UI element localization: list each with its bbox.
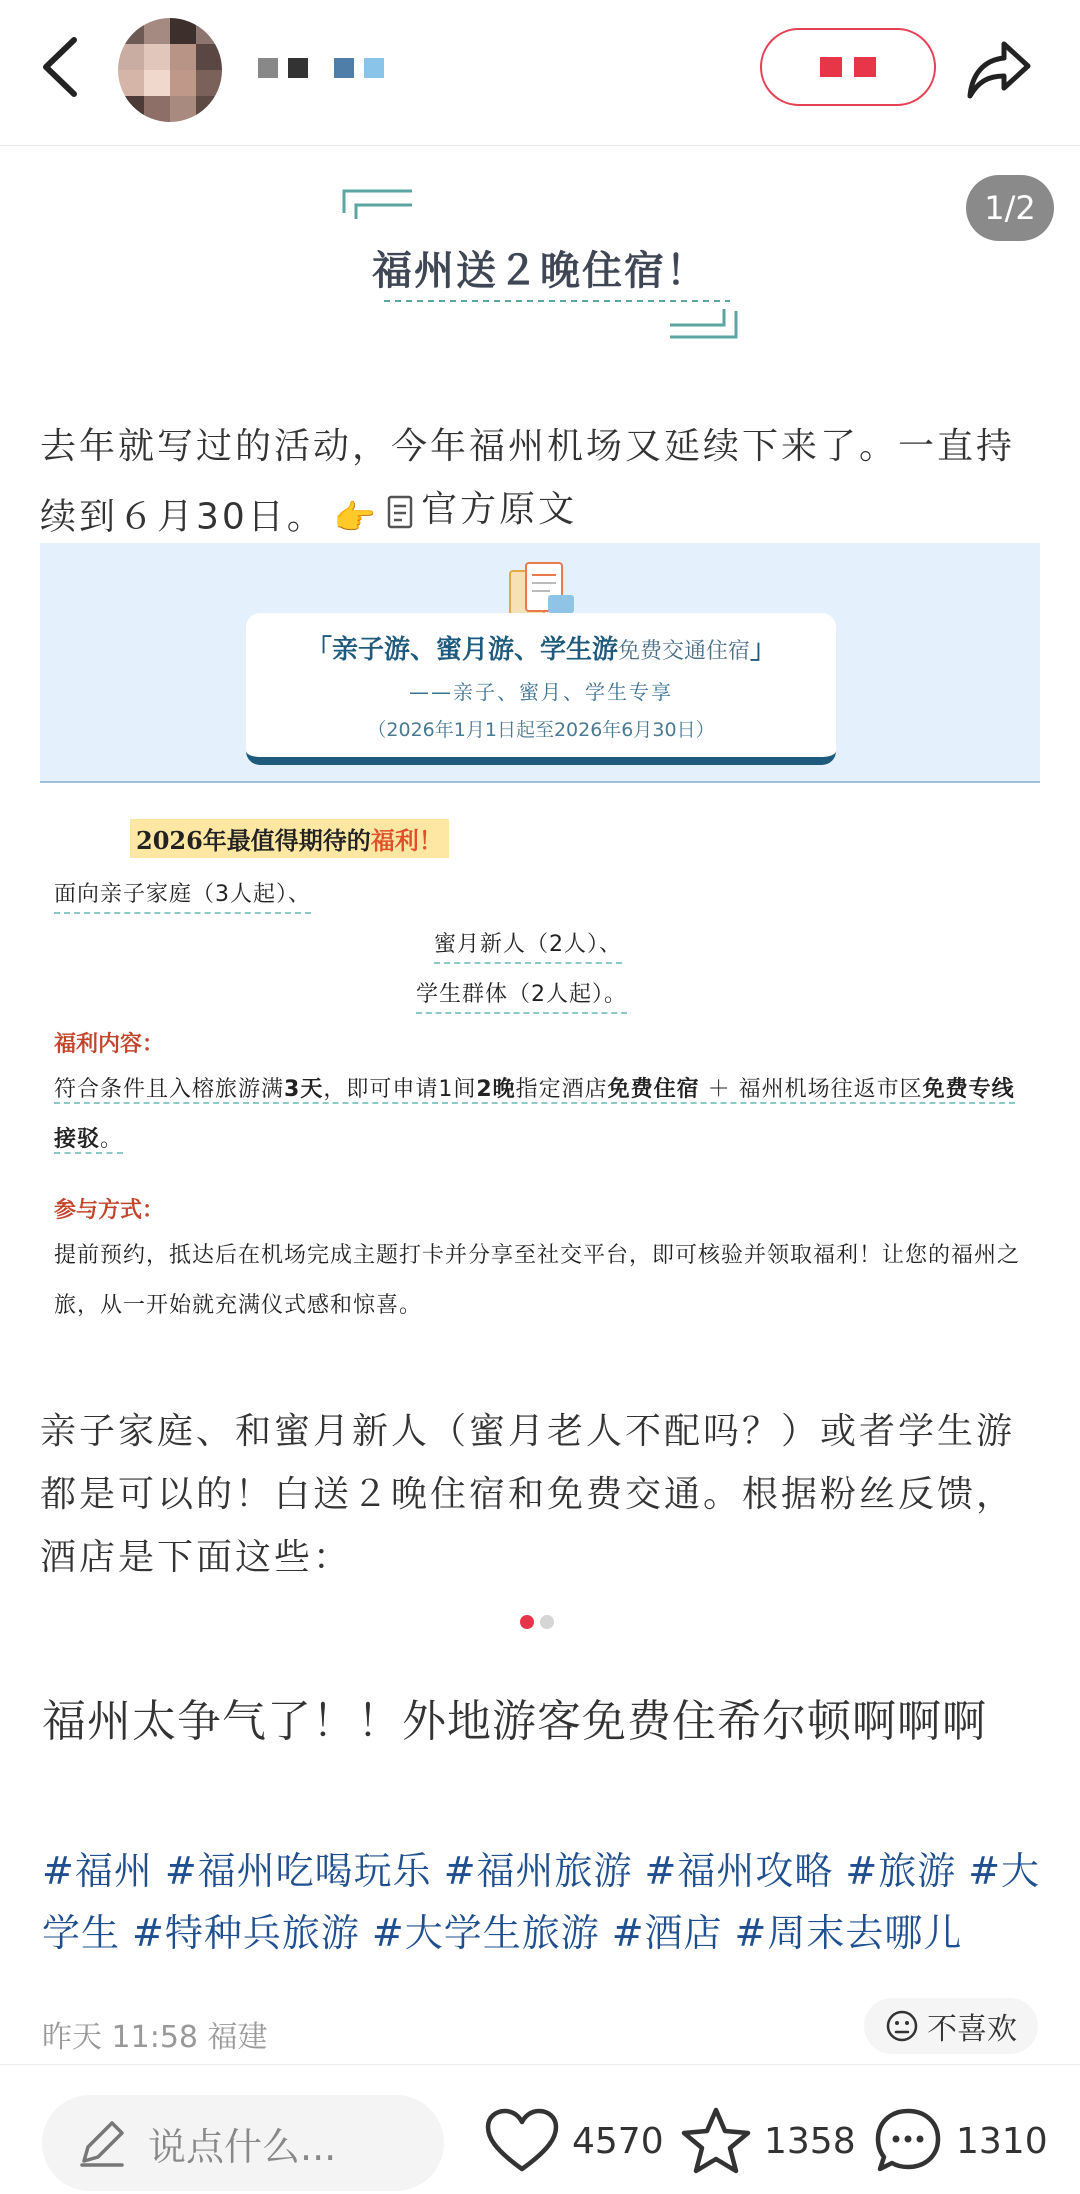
slide-counter: 1/2	[966, 175, 1054, 241]
avatar-pixel	[170, 44, 196, 70]
avatar-pixel	[118, 18, 144, 44]
username-pixel	[258, 58, 278, 78]
official-source-link[interactable]: 官方原文	[387, 478, 577, 545]
hashtag-link[interactable]: #酒店	[611, 1911, 723, 1955]
eligibility-line-2: 蜜月新人（2人）、	[434, 927, 622, 964]
highlight-heading: 2026年最值得期待的福利！	[130, 819, 449, 858]
description-paragraph: 亲子家庭、和蜜月新人（蜜月老人不配吗？）或者学生游都是可以的！白送２晚住宿和免费交通。根据粉丝反馈，酒店是下面这些：	[40, 1411, 1016, 1578]
hashtag-link[interactable]: #旅游	[845, 1849, 957, 1893]
bottom-action-bar	[0, 2064, 1080, 2194]
username-pixel	[288, 58, 308, 78]
hashtag-list	[42, 1840, 1052, 1964]
eligibility-line-3: 学生群体（2人起）。	[416, 977, 627, 1014]
image-carousel-slide[interactable]	[0, 147, 1080, 1600]
hashtag-link[interactable]: #福州旅游	[443, 1849, 633, 1893]
avatar-pixel	[170, 96, 196, 122]
document-banner	[40, 543, 1040, 783]
benefit-text: 符合条件且入榕旅游满3天，即可申请1间2晚指定酒店免费住宿 ＋ 福州机场往返市区免费专线接驳。	[54, 1077, 1015, 1152]
avatar-pixel	[118, 44, 144, 70]
hashtag-link[interactable]: #周末去哪儿	[734, 1911, 963, 1955]
like-button[interactable]	[484, 2103, 664, 2179]
top-bar	[0, 0, 1080, 146]
benefit-label: 福利内容：	[54, 1032, 165, 1057]
chevron-left-icon[interactable]	[34, 34, 90, 100]
favorite-count: 1358	[764, 2120, 856, 2162]
comment-input[interactable]: 说点什么...	[42, 2095, 444, 2191]
eligibility-line-1: 面向亲子家庭（3人起）、	[54, 877, 311, 914]
favorite-button[interactable]	[680, 2103, 856, 2179]
like-count: 4570	[572, 2120, 664, 2162]
post-title: 福州太争气了！！外地游客免费住希尔顿啊啊啊	[42, 1696, 987, 1747]
avatar-pixel	[144, 70, 170, 96]
post-meta: 昨天 11:58 福建	[42, 2020, 268, 2055]
hashtag-link[interactable]: #福州	[42, 1849, 153, 1893]
avatar-pixel	[144, 18, 170, 44]
hashtag-link[interactable]: #特种兵旅游	[132, 1911, 360, 1955]
intro-paragraph: 去年就写过的活动，今年福州机场又延续下来了。一直持续到６月30日。 👉 官方原文	[40, 415, 1050, 550]
avatar-pixel	[118, 96, 144, 122]
embedded-document-image	[40, 543, 1040, 1325]
participation-text: 提前预约，抵达后在机场完成主题打卡并分享至社交平台，即可核验并领取福利！让您的福州之旅，从一开始就充满仪式感和惊喜。	[54, 1243, 1021, 1318]
avatar-pixel	[118, 70, 144, 96]
avatar-pixel	[144, 96, 170, 122]
username-pixel	[334, 58, 354, 78]
follow-button[interactable]	[760, 28, 936, 106]
pointing-hand-emoji: 👉	[333, 497, 380, 538]
neutral-face-icon	[885, 2009, 919, 2043]
avatar-pixel	[196, 18, 222, 44]
participation-label: 参与方式：	[54, 1198, 165, 1223]
avatar-pixel	[144, 44, 170, 70]
share-icon[interactable]	[966, 38, 1032, 100]
avatar-pixel	[196, 44, 222, 70]
chat-bubble-icon	[872, 2105, 944, 2177]
avatar-pixel	[196, 70, 222, 96]
username-pixelated[interactable]	[258, 56, 384, 80]
star-icon	[680, 2106, 752, 2176]
comment-button[interactable]	[872, 2103, 1048, 2179]
title-card: 「亲子游、蜜月游、学生游免费交通住宿」 ——亲子、蜜月、学生专享 （2026年1月1日起至2026年6月30日）	[246, 613, 836, 765]
hashtag-link[interactable]: #福州攻略	[644, 1849, 834, 1893]
carousel-dot[interactable]	[540, 1615, 554, 1629]
hashtag-link[interactable]: #大学生旅游	[371, 1911, 600, 1955]
carousel-dot[interactable]	[520, 1615, 534, 1629]
comment-count: 1310	[956, 2120, 1048, 2162]
pencil-icon	[76, 2117, 128, 2169]
hashtag-link[interactable]: #福州吃喝玩乐	[164, 1849, 432, 1893]
avatar-pixel	[170, 70, 196, 96]
heart-icon	[484, 2107, 560, 2175]
carousel-dots	[520, 1615, 554, 1629]
avatar-pixel	[170, 18, 196, 44]
username-pixel	[364, 58, 384, 78]
avatar[interactable]	[118, 18, 222, 122]
avatar-pixel	[196, 96, 222, 122]
hashtag-link[interactable]: #大学生	[42, 1849, 1041, 1955]
dislike-button[interactable]: 不喜欢	[864, 1998, 1038, 2054]
slide-title: 福州送２晚住宿！	[372, 248, 708, 294]
document-icon	[387, 495, 413, 529]
